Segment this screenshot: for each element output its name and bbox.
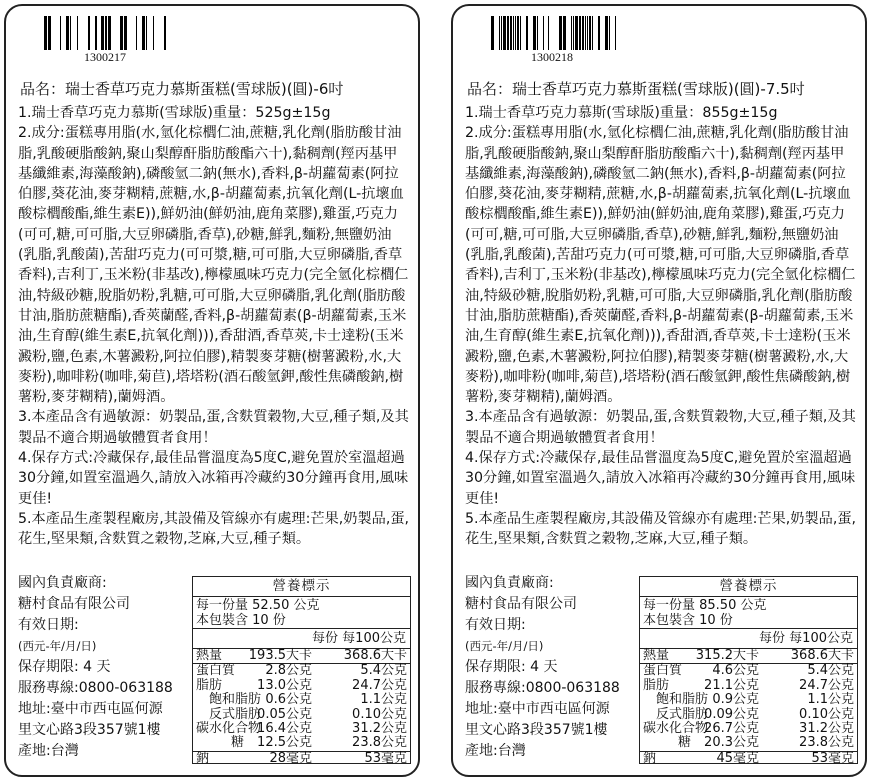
nutrition-table: [639, 576, 858, 764]
serving-info: [640, 597, 857, 629]
value-per-serving: 20.3公克: [704, 735, 759, 751]
value-per-serving: 28毫克: [269, 750, 312, 766]
value-per-100g: 23.8公克: [799, 735, 854, 751]
value-per-100g: 0.10公克: [352, 706, 407, 722]
nutrient-name: 反式脂肪: [209, 706, 262, 722]
allergens: 3.本產品含有過敏源：奶製品,蛋,含麩質穀物,大豆,種子類,及其製品不適合期過敏體質者食用！: [465, 409, 856, 446]
bottom-section: [465, 573, 859, 769]
origin: 產地:台灣: [18, 743, 79, 759]
company-name: 糖村食品有限公司: [465, 596, 577, 612]
value-per-serving: 0.09公克: [704, 706, 759, 722]
nutrition-row: [193, 679, 410, 693]
allergens: 3.本產品含有過敏源：奶製品,蛋,含麩質穀物,大豆,種子類,及其製品不適合期過敏體質者食用！: [18, 409, 409, 446]
nutrition-title: 營養標示: [193, 577, 410, 597]
nutrition-row: [640, 693, 857, 707]
nutrition-row: [640, 679, 857, 693]
value-per-serving: 0.6公克: [265, 692, 312, 708]
value-per-serving: 0.05公克: [257, 706, 312, 722]
nutrient-name: 蛋白質: [643, 663, 683, 679]
value-per-100g: 53毫克: [811, 750, 854, 766]
nutrition-title: 營養標示: [640, 577, 857, 597]
nutrient-name: 熱量: [643, 648, 670, 663]
product-label-7-5inch: [451, 4, 867, 777]
address-line-2: 里文心路3段357號1樓: [18, 722, 161, 738]
ingredients: 2.成分:蛋糕專用脂(水,氫化棕櫚仁油,蔗糖,乳化劑(脂肪酸甘油脂,乳酸硬脂酸鈉,聚山梨醇酐脂肪酸酯六十),黏稠劑(羥丙基甲基纖維素,海藻酸鈉),磷酸氫二鈉(無水),香料,β-胡蘿蔔素(阿拉伯膠,葵花油,麥芽糊精,蔗糖,水,β-胡蘿蔔素,抗氧化劑(L-抗壞血酸棕櫚酸酯,維生素E)),鮮奶油(鮮奶油,鹿角菜膠),雞蛋,巧克力(可可,糖,可可脂,大豆卵磷脂,香草),砂糖,鮮乳,麵粉,無鹽奶油(乳脂,乳酸菌),苦甜巧克力(可可漿,糖,可可脂,大豆卵磷脂,香草香料),吉利丁,玉米粉(非基改),檸檬風味巧克力(完全氫化棕櫚仁油,特級砂糖,脫脂奶粉,乳糖,可可脂,大豆卵磷脂,乳化劑(脂肪酸甘油,脂肪蔗糖酯),香莢蘭醛,香料,β-胡蘿蔔素(β-胡蘿蔔素,玉米油,生育醇(維生素E,抗氧化劑))),香甜酒,香草莢,卡士達粉(玉米澱粉,鹽,色素,木薯澱粉,阿拉伯膠),精製麥芽糖(樹薯澱粉,水,大麥粉),咖啡粉(咖啡,菊苣),塔塔粉(酒石酸氫鉀,酸性焦磷酸鈉,樹薯粉,麥芽糊精),蘭姆酒。: [465, 125, 856, 406]
value-per-100g: 23.8公克: [352, 735, 407, 751]
servings-per-pack: 本包裝含 10 份: [643, 613, 733, 628]
barcode-icon: [491, 16, 616, 50]
hotline: 服務專線:0800-063188: [18, 680, 173, 696]
nutrition-table: [192, 576, 411, 764]
origin: 產地:台灣: [465, 743, 526, 759]
value-per-100g: 5.4公克: [807, 663, 854, 679]
nutrient-name: 脂肪: [643, 677, 670, 693]
label-paragraphs: [465, 103, 857, 550]
address-line-1: 地址:臺中市西屯區何源: [18, 701, 163, 717]
serving-size: 每一份量 52.50 公克: [196, 598, 320, 613]
value-per-100g: 53毫克: [364, 750, 407, 766]
nutrition-column-header: 每份 每100公克: [640, 629, 857, 649]
value-per-100g: 5.4公克: [360, 663, 407, 679]
weight-line: 1.瑞士香草巧克力慕斯(雪球版)重量：525g±15g: [18, 105, 331, 121]
product-name: 品名：瑞士香草巧克力慕斯蛋糕(雪球版)(圓)-6吋: [20, 80, 344, 98]
nutrient-name: 熱量: [196, 648, 223, 663]
value-per-serving: 0.9公克: [712, 692, 759, 708]
serving-size: 每一份量 85.50 公克: [643, 598, 767, 613]
company-name: 糖村食品有限公司: [18, 596, 130, 612]
value-per-serving: 16.4公克: [257, 720, 312, 736]
value-per-100g: 24.7公克: [799, 677, 854, 693]
nutrient-name: 糖: [231, 735, 245, 751]
value-per-100g: 24.7公克: [352, 677, 407, 693]
nutrient-name: 蛋白質: [196, 663, 236, 679]
facility-note: 5.本產品生產製程廠房,其設備及管線亦有處理:芒果,奶製品,蛋,花生,堅果類,含麩質之穀物,芝麻,大豆,種子類。: [465, 510, 857, 548]
address-line-1: 地址:臺中市西屯區何源: [465, 701, 610, 717]
barcode-number: 1300217: [84, 50, 126, 64]
value-per-100g: 31.2公克: [352, 720, 407, 736]
responsible-label: 國內負責廠商:: [465, 575, 554, 591]
nutrient-name: 飽和脂肪: [656, 692, 709, 708]
nutrient-name: 脂肪: [196, 677, 223, 693]
nutrition-row: [193, 664, 410, 678]
product-label-6inch: [4, 4, 420, 777]
nutrition-row: [193, 736, 410, 751]
nutrition-row: [193, 708, 410, 722]
shelf-life: 保存期限: 4 天: [18, 659, 111, 675]
nutrition-column-header: 每份 每100公克: [193, 629, 410, 649]
value-per-100g: 0.10公克: [799, 706, 854, 722]
nutrition-rows: [640, 649, 857, 766]
nutrition-row: [640, 736, 857, 751]
value-per-100g: 31.2公克: [799, 720, 854, 736]
serving-info: [193, 597, 410, 629]
nutrient-name: 鈉: [196, 750, 210, 766]
nutrient-name: 鈉: [643, 750, 657, 766]
facility-note: 5.本產品生產製程廠房,其設備及管線亦有處理:芒果,奶製品,蛋,花生,堅果類,含麩質之穀物,芝麻,大豆,種子類。: [18, 510, 410, 548]
shelf-life: 保存期限: 4 天: [465, 659, 558, 675]
nutrient-name: 碳水化合物: [196, 720, 262, 736]
value-per-serving: 193.5大卡: [248, 648, 312, 663]
date-format: (西元-年/月/日): [465, 639, 544, 653]
value-per-serving: 13.0公克: [257, 677, 312, 693]
nutrient-name: 碳水化合物: [643, 720, 709, 736]
value-per-serving: 4.6公克: [712, 663, 759, 679]
date-format: (西元-年/月/日): [18, 639, 97, 653]
value-per-serving: 45毫克: [716, 750, 759, 766]
barcode-number: 1300218: [531, 50, 573, 64]
nutrition-row: [640, 752, 857, 766]
nutrition-row: [640, 708, 857, 722]
storage: 4.保存方式:冷藏保存,最佳品嘗溫度為5度C,避免置於室溫超過30分鐘,如置室溫過久,請放入冰箱再冷藏約30分鐘再食用,風味更佳!: [18, 450, 409, 507]
barcode-icon: [44, 16, 169, 50]
servings-per-pack: 本包裝含 10 份: [196, 613, 286, 628]
expiry-label: 有效日期:: [465, 617, 526, 633]
value-per-serving: 12.5公克: [257, 735, 312, 751]
nutrition-rows: [193, 649, 410, 766]
value-per-100g: 368.6大卡: [790, 648, 854, 663]
product-name: 品名：瑞士香草巧克力慕斯蛋糕(雪球版)(圓)-7.5吋: [467, 80, 805, 98]
value-per-100g: 1.1公克: [360, 692, 407, 708]
value-per-serving: 26.7公克: [704, 720, 759, 736]
hotline: 服務專線:0800-063188: [465, 680, 620, 696]
nutrient-name: 飽和脂肪: [209, 692, 262, 708]
nutrition-row: [640, 664, 857, 678]
expiry-label: 有效日期:: [18, 617, 79, 633]
weight-line: 1.瑞士香草巧克力慕斯(雪球版)重量：855g±15g: [465, 105, 778, 121]
company-info: [18, 573, 198, 762]
nutrition-row: [193, 693, 410, 707]
storage: 4.保存方式:冷藏保存,最佳品嘗溫度為5度C,避免置於室溫超過30分鐘,如置室溫過久,請放入冰箱再冷藏約30分鐘再食用,風味更佳!: [465, 450, 856, 507]
bottom-section: [18, 573, 412, 769]
address-line-2: 里文心路3段357號1樓: [465, 722, 608, 738]
company-info: [465, 573, 645, 762]
nutrition-row: [193, 752, 410, 766]
value-per-serving: 2.8公克: [265, 663, 312, 679]
ingredients: 2.成分:蛋糕專用脂(水,氫化棕櫚仁油,蔗糖,乳化劑(脂肪酸甘油脂,乳酸硬脂酸鈉,聚山梨醇酐脂肪酸酯六十),黏稠劑(羥丙基甲基纖維素,海藻酸鈉),磷酸氫二鈉(無水),香料,β-胡蘿蔔素(阿拉伯膠,葵花油,麥芽糊精,蔗糖,水,β-胡蘿蔔素,抗氧化劑(L-抗壞血酸棕櫚酸酯,維生素E)),鮮奶油(鮮奶油,鹿角菜膠),雞蛋,巧克力(可可,糖,可可脂,大豆卵磷脂,香草),砂糖,鮮乳,麵粉,無鹽奶油(乳脂,乳酸菌),苦甜巧克力(可可漿,糖,可可脂,大豆卵磷脂,香草香料),吉利丁,玉米粉(非基改),檸檬風味巧克力(完全氫化棕櫚仁油,特級砂糖,脫脂奶粉,乳糖,可可脂,大豆卵磷脂,乳化劑(脂肪酸甘油,脂肪蔗糖酯),香莢蘭醛,香料,β-胡蘿蔔素(β-胡蘿蔔素,玉米油,生育醇(維生素E,抗氧化劑))),香甜酒,香草莢,卡士達粉(玉米澱粉,鹽,色素,木薯澱粉,阿拉伯膠),精製麥芽糖(樹薯澱粉,水,大麥粉),咖啡粉(咖啡,菊苣),塔塔粉(酒石酸氫鉀,酸性焦磷酸鈉,樹薯粉,麥芽糊精),蘭姆酒。: [18, 125, 409, 406]
value-per-serving: 21.1公克: [704, 677, 759, 693]
nutrient-name: 糖: [678, 735, 692, 751]
value-per-serving: 315.2大卡: [695, 648, 759, 663]
label-paragraphs: [18, 103, 410, 550]
responsible-label: 國內負責廠商:: [18, 575, 107, 591]
value-per-100g: 368.6大卡: [343, 648, 407, 663]
value-per-100g: 1.1公克: [807, 692, 854, 708]
nutrient-name: 反式脂肪: [656, 706, 709, 722]
